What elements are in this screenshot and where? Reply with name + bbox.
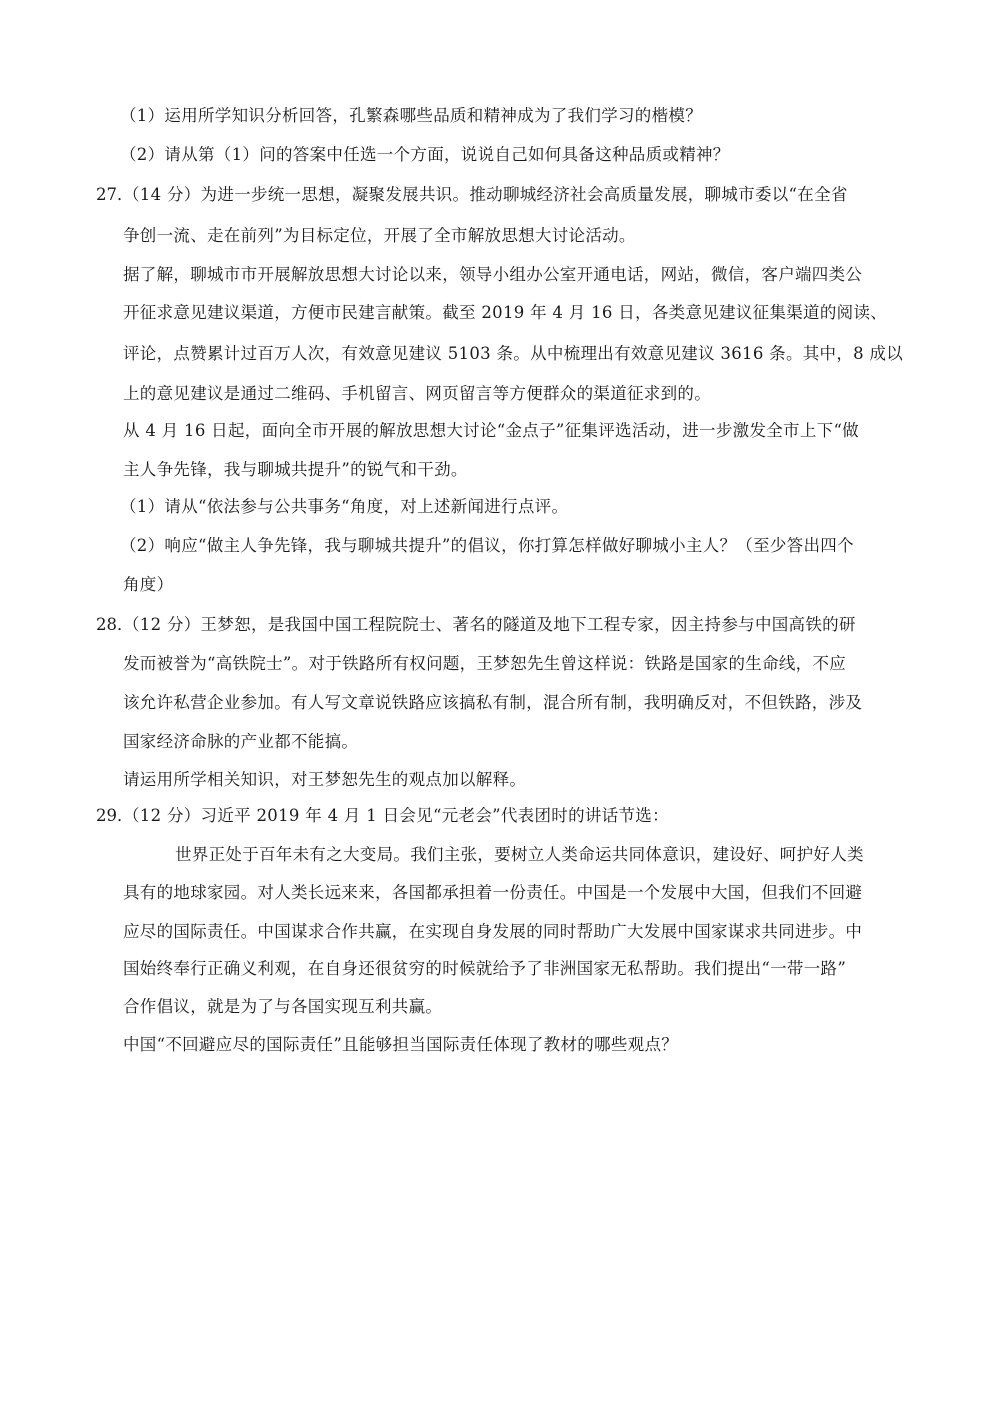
q27-line: 争创一流、走在前列”为目标定位，开展了全市解放思想大讨论活动。 bbox=[123, 226, 636, 245]
q26-sub1: （1）运用所学知识分析回答，孔繁森哪些品质和精神成为了我们学习的楷模？ bbox=[120, 106, 702, 125]
q27-sub2: （2）响应“做主人争先锋，我与聊城共提升”的倡议，你打算怎样做好聊城小主人？（至少答出四个 bbox=[120, 536, 854, 555]
q28-line: 国家经济命脉的产业都不能搞。 bbox=[123, 732, 359, 751]
q28-number: 28． bbox=[96, 615, 134, 634]
q27-line: 从 4 月 16 日起，面向全市开展的解放思想大讨论“金点子”征集评选活动，进一步激发全市上下“做 bbox=[123, 421, 859, 440]
q27-line: （14 分）为进一步统一思想，凝聚发展共识。推动聊城经济社会高质量发展，聊城市委以“在全省 bbox=[123, 185, 848, 204]
q27-line: 上的意见建议是通过二维码、手机留言、网页留言等方便群众的渠道征求到的。 bbox=[123, 384, 711, 403]
q27-line: 据了解，聊城市市开展解放思想大讨论以来，领导小组办公室开通电话，网站，微信，客户端四类公 bbox=[123, 265, 863, 284]
q29-number: 29． bbox=[96, 806, 134, 825]
q28-line: 该允许私营企业参加。有人写文章说铁路应该搞私有制，混合所有制，我明确反对，不但铁路，涉及 bbox=[123, 693, 863, 712]
q27-number: 27． bbox=[96, 185, 134, 204]
q27-sub1: （1）请从“依法参与公共事务“角度，对上述新闻进行点评。 bbox=[120, 497, 569, 516]
q27-line: 主人争先锋，我与聊城共提升”的锐气和干劲。 bbox=[123, 460, 468, 479]
q27-line: 角度） bbox=[123, 575, 174, 594]
q26-sub2: （2）请从第（1）问的答案中任选一个方面，说说自己如何具备这种品质或精神？ bbox=[120, 145, 730, 164]
q28-line: （12 分）王梦恕，是我国中国工程院院士、著名的隧道及地下工程专家，因主持参与中国高铁的研 bbox=[123, 615, 856, 634]
q28-prompt: 请运用所学相关知识，对王梦恕先生的观点加以解释。 bbox=[123, 770, 527, 789]
q29-quote-line: 国始终奉行正确义利观，在自身还很贫穷的时候就给予了非洲国家无私帮助。我们提出“一带一路” bbox=[123, 959, 847, 978]
q29-quote-line: 世界正处于百年未有之大变局。我们主张，要树立人类命运共同体意识，建设好、呵护好人类 bbox=[175, 845, 864, 864]
q29-prompt: 中国“不回避应尽的国际责任”且能够担当国际责任体现了教材的哪些观点？ bbox=[123, 1035, 679, 1054]
q29-quote-line: 应尽的国际责任。中国谋求合作共赢，在实现自身发展的同时帮助广大发展中国家谋求共同进步。中 bbox=[123, 922, 863, 941]
q29-quote-line: 合作倡议，就是为了与各国实现互利共赢。 bbox=[123, 997, 443, 1016]
q27-line: 开征求意见建议渠道，方便市民建言献策。截至 2019 年 4 月 16 日，各类意见建议征集渠道的阅读、 bbox=[123, 303, 888, 322]
q29-quote-line: 具有的地球家园。对人类长远来来，各国都承担着一份责任。中国是一个发展中大国，但我们不回避 bbox=[123, 883, 863, 902]
q27-line: 评论，点赞累计过百万人次，有效意见建议 5103 条。从中梳理出有效意见建议 3616 条。其中，8 成以 bbox=[123, 344, 904, 363]
q29-line: （12 分）习近平 2019 年 4 月 1 日会见“元老会”代表团时的讲话节选： bbox=[123, 806, 669, 825]
q28-line: 发而被誉为“高铁院士”。对于铁路所有权问题，王梦恕先生曾这样说：铁路是国家的生命线，不应 bbox=[123, 654, 847, 673]
